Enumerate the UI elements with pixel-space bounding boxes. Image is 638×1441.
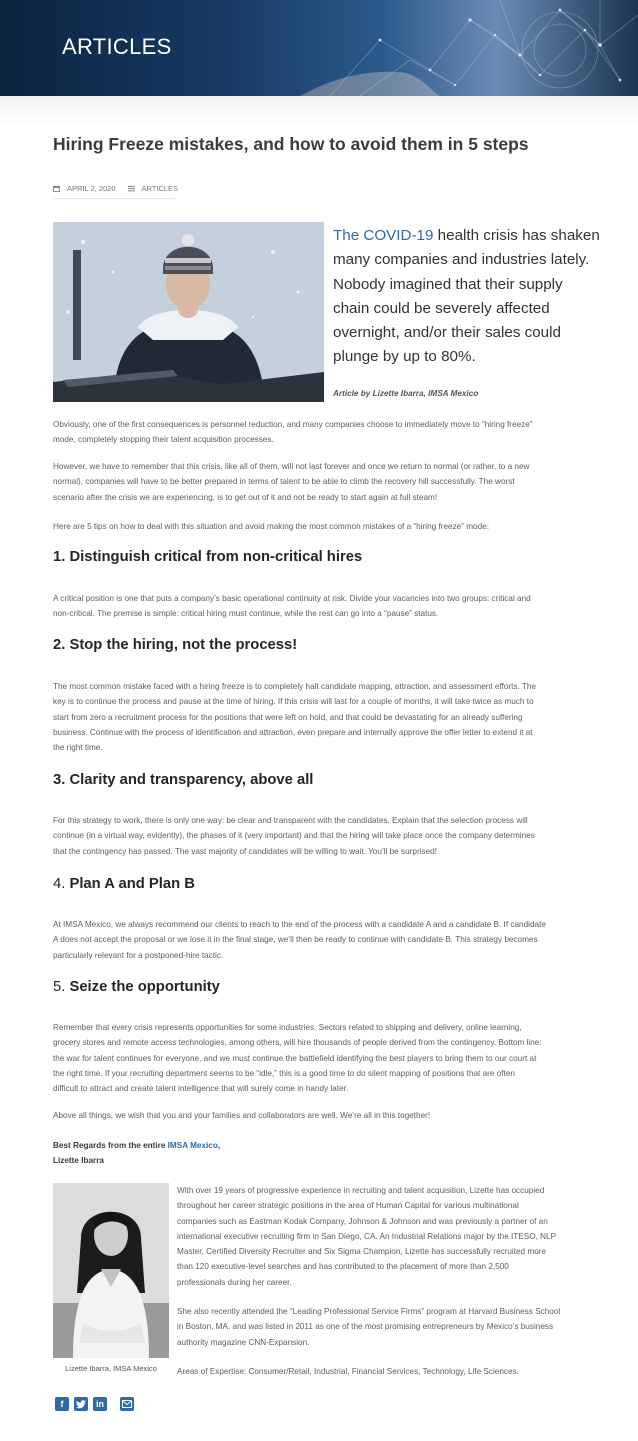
lead-line: chain could be severely affected [333,299,550,317]
article-lead [333,224,601,370]
share-buttons [55,1397,134,1411]
intro-paragraph: Obviously, one of the first consequences is personnel reduction, and many companies choose to immediately move to “hiring freeze” mode, completely stopping their talent acquisition processes. [53,420,533,445]
page-header-banner [0,0,638,96]
featured-image [53,222,324,402]
section-paragraph-5: Remember that every crisis represents opportunities for some industries. Sectors related to shipping and delivery, online learning, grocery stores and remote access technologies, among others, will hire thousands of people derived from the contingency. Bottom line: the war for talent continues for everyone, and we must continue the battlefield identifying the best players to bring them to our court at the right time. If your recruiting department seems to be “idle,” this is a good time to do silent mapping of positions that are often difficult to attract and create talent intelligence that will surely come in handy later. [53,1023,542,1094]
article-date: APRIL 2, 2020 [67,183,116,193]
section-heading-4: 4. Plan A and Plan B [53,876,195,892]
article-meta [53,180,178,196]
lead-line: Nobody imagined that their supply [333,275,563,293]
article-title: Hiring Freeze mistakes, and how to avoid them in 5 steps [53,134,529,154]
article-byline: Article by Lizette Ibarra, IMSA Mexico [333,389,479,398]
lead-line: many companies and industries lately. [333,251,590,269]
lead-line: The COVID-19 health crisis has shaken [333,227,600,244]
author-photo [53,1183,169,1358]
email-icon[interactable] [120,1397,134,1411]
intro-paragraph: Here are 5 tips on how to deal with this situation and avoid making the most common mistakes of a “hiring freeze” mode: [53,522,489,531]
lead-line: overnight, and/or their sales could [333,324,561,342]
signature-name: Lizette Ibarra [53,1156,104,1165]
author-caption: Lizette Ibarra, IMSA Mexico [65,1364,157,1373]
closing-paragraph: Above all things, we wish that you and your families and collaborators are well. We’re all in this together! [53,1111,431,1120]
calendar-icon [53,185,60,192]
section-paragraph-2: The most common mistake faced with a hiring freeze is to completely halt candidate mapping, attraction, and assessment efforts. The key is to continue the process and pause at the time of hiring. If this crisis will last for a couple of months, it will take twice as much to start from zero a recruitment process for the positions that were left on hold, and that could be devastating for an already suffering business. Continue with the process of identification and attraction, even prepare and internally approve the offer letter to extend it at the right time. [53,682,536,753]
twitter-icon[interactable] [74,1397,88,1411]
section-heading-2: 2. Stop the hiring, not the process! [53,637,298,653]
meta-divider [53,198,175,199]
author-bio-paragraph: She also recently attended the “Leading Professional Service Firms” program at Harvard Business School in Boston, MA. and was listed in 2011 as one of the most promising entrepreneurs by Mexico’s business authority magazine CNN-Expansion. [177,1307,561,1347]
org-link[interactable]: IMSA Mexico [167,1141,218,1150]
linkedin-icon[interactable]: in [93,1397,107,1411]
intro-paragraph: However, we have to remember that this crisis, like all of them, will not last forever and once we return to normal (or rather, to a new normal), companies will have to be better prepared in terms of talent to be able to climb the recovery hill successfully. The worst scenario after the crisis we are experiencing, is to get out of it and not be ready to start again at full steam! [53,462,530,502]
section-heading-3: 3. Clarity and transparency, above all [53,772,314,788]
section-paragraph-4: At IMSA Mexico, we always recommend our clients to reach to the end of the process with a candidate A and a candidate B. If candidate A does not accept the proposal or we lose it in the final stage, we’ll then be ready to continue with candidate B. This strategy becomes particularly relevant for a postponed-hire tactic. [53,920,546,960]
author-bio-paragraph: With over 19 years of progressive experience in recruiting and talent acquisition, Lizette has occupied throughout her career strategic positions in the area of Human Capital for various multinational companies such as Eastman Kodak Company, Johnson & Johnson and was previously a partner of an international executive recruiting firm in San Diego, CA. An Industrial Relations major by the ITESO, NLP Master, Certified Diversity Recruiter and Six Sigma Champion, Lizette has successfully recruited more than 120 executive-level searches and has contributed to the placement of more than 2,500 professionals during her career. [177,1186,557,1287]
facebook-icon[interactable]: f [55,1397,69,1411]
section-paragraph-1: A critical position is one that puts a company’s basic operational continuity at risk. Divide your vacancies into two groups: critical and non-critical. The premise is simple: critical hiring must continue, while the rest can go into a “pause” status. [53,594,531,619]
lead-highlight: The COVID-19 [333,227,434,244]
section-paragraph-3: For this strategy to work, there is only one way: be clear and transparent with the candidates. Explain that the selection process will continue (in a virtual way, evidently), the phases of it (very important) and that the hiring will take place once the company determines that the contingency has passed. The vast majority of candidates will be willing to wait. You’ll be surprised! [53,816,535,856]
section-heading-1: 1. Distinguish critical from non-critical hires [53,549,363,565]
page-header-title: ARTICLES [62,34,172,59]
content-top-shade [0,96,638,126]
author-expertise: Areas of Expertise: Consumer/Retail, Industrial, Financial Services, Technology, Life Sciences. [177,1367,519,1376]
list-icon [128,185,135,192]
section-heading-5: 5. Seize the opportunity [53,979,220,995]
lead-line: plunge by up to 80%. [333,348,476,366]
signature-block: Best Regards from the entire IMSA Mexico, Lizette Ibarra [53,1138,220,1168]
article-category-link[interactable]: ARTICLES [141,183,179,193]
